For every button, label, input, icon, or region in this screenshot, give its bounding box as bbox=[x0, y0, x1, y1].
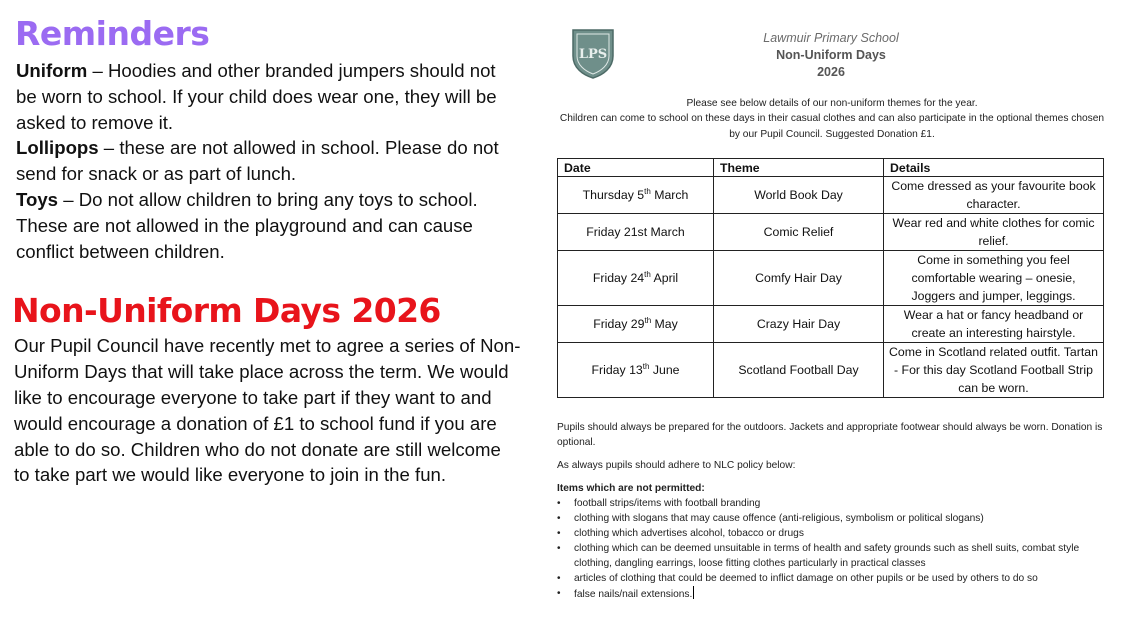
row-date: Friday 29th May bbox=[558, 306, 714, 343]
table-row bbox=[558, 343, 1104, 398]
school-name: Lawmuir Primary School bbox=[763, 31, 899, 45]
document-title: Non-Uniform Days bbox=[776, 48, 886, 62]
reminders-heading: Reminders bbox=[15, 14, 210, 53]
list-item: • football strips/items with football branding bbox=[557, 496, 1107, 511]
not-permitted-list bbox=[557, 496, 1107, 602]
themes-table bbox=[557, 158, 1104, 398]
reminder-term: Uniform bbox=[16, 60, 88, 81]
reminder-toys bbox=[16, 187, 521, 264]
list-item bbox=[557, 586, 1107, 602]
table-row bbox=[558, 177, 1104, 214]
row-date: Thursday 5th March bbox=[558, 177, 714, 214]
row-details: Wear red and white clothes for comic relief. bbox=[884, 214, 1104, 251]
document-notes bbox=[557, 420, 1107, 602]
note-policy: As always pupils should adhere to NLC policy below: bbox=[557, 460, 796, 471]
document-year: 2026 bbox=[817, 65, 845, 79]
school-crest-icon bbox=[571, 28, 615, 80]
left-column bbox=[12, 12, 521, 488]
list-item-text: false nails/nail extensions. bbox=[574, 589, 693, 600]
items-heading: Items which are not permitted: bbox=[557, 483, 705, 494]
document-intro bbox=[556, 96, 1108, 142]
reminder-uniform bbox=[16, 58, 521, 135]
text-cursor bbox=[693, 586, 694, 599]
non-uniform-heading: Non-Uniform Days 2026 bbox=[12, 291, 441, 331]
header-details: Details bbox=[884, 159, 1104, 177]
list-item: • articles of clothing that could be deemed to inflict damage on other pupils or be used by others to do so bbox=[557, 571, 1107, 586]
row-details: Come in Scotland related outfit. Tartan - For this day Scotland Football Strip can be worn. bbox=[884, 343, 1104, 398]
row-details: Come in something you feel comfortable wearing – onesie, Joggers and jumper, leggings. bbox=[884, 251, 1104, 306]
row-theme: Comic Relief bbox=[714, 214, 884, 251]
list-item: • clothing with slogans that may cause offence (anti-religious, symbolism or political slogans) bbox=[557, 511, 1107, 526]
row-details: Come dressed as your favourite book character. bbox=[884, 177, 1104, 214]
reminder-text: – Do not allow children to bring any toys to school. These are not allowed in the playground and can cause conflict between children. bbox=[16, 188, 478, 262]
header-date: Date bbox=[558, 159, 714, 177]
reminder-lollipops bbox=[16, 135, 521, 187]
row-theme: World Book Day bbox=[714, 177, 884, 214]
table-row bbox=[558, 251, 1104, 306]
row-theme: Comfy Hair Day bbox=[714, 251, 884, 306]
reminder-text: – Hoodies and other branded jumpers should not be worn to school. If your child does wear one, they will be asked to remove it. bbox=[16, 60, 497, 133]
row-date: Friday 24th April bbox=[558, 251, 714, 306]
table-row bbox=[558, 306, 1104, 343]
table-header-row bbox=[558, 159, 1104, 177]
reminder-text: – these are not allowed in school. Please do not send for snack or as part of lunch. bbox=[16, 137, 499, 185]
table-row bbox=[558, 214, 1104, 251]
row-date: Friday 21st March bbox=[558, 214, 714, 251]
reminders-list bbox=[16, 58, 521, 264]
row-theme: Crazy Hair Day bbox=[714, 306, 884, 343]
row-date: Friday 13th June bbox=[558, 343, 714, 398]
intro-line: Children can come to school on these days in their casual clothes and can also participate in the optional themes chosen by our Pupil Council. Suggested Donation £1. bbox=[559, 113, 1105, 140]
crest-letters: LPS bbox=[578, 47, 608, 62]
row-details: Wear a hat or fancy headband or create an interesting hairstyle. bbox=[884, 306, 1104, 343]
intro-line: Please see below details of our non-uniform themes for the year. bbox=[686, 98, 978, 109]
reminder-term: Toys bbox=[16, 188, 59, 210]
list-item: • clothing which can be deemed unsuitable in terms of health and safety grounds such as shell suits, combat style clothing, dangling earrings, loose fitting clothes particularly in practical classes bbox=[557, 541, 1107, 571]
row-theme: Scotland Football Day bbox=[714, 343, 884, 398]
document-header bbox=[706, 30, 956, 81]
header-theme: Theme bbox=[714, 159, 884, 177]
non-uniform-paragraph: Our Pupil Council have recently met to agree a series of Non-Uniform Days that will take place across the term. We would like to encourage everyone to take part if they want to and would encourage a donation of £1 to school fund if you are able to do so. Children who do not donate are still welcome to take part we would like everyone to join in the fun. bbox=[14, 335, 521, 486]
list-item: • clothing which advertises alcohol, tobacco or drugs bbox=[557, 526, 1107, 541]
reminder-term: Lollipops bbox=[16, 137, 99, 159]
note-outdoors: Pupils should always be prepared for the outdoors. Jackets and appropriate footwear should always be worn. Donation is optional. bbox=[557, 422, 1103, 448]
